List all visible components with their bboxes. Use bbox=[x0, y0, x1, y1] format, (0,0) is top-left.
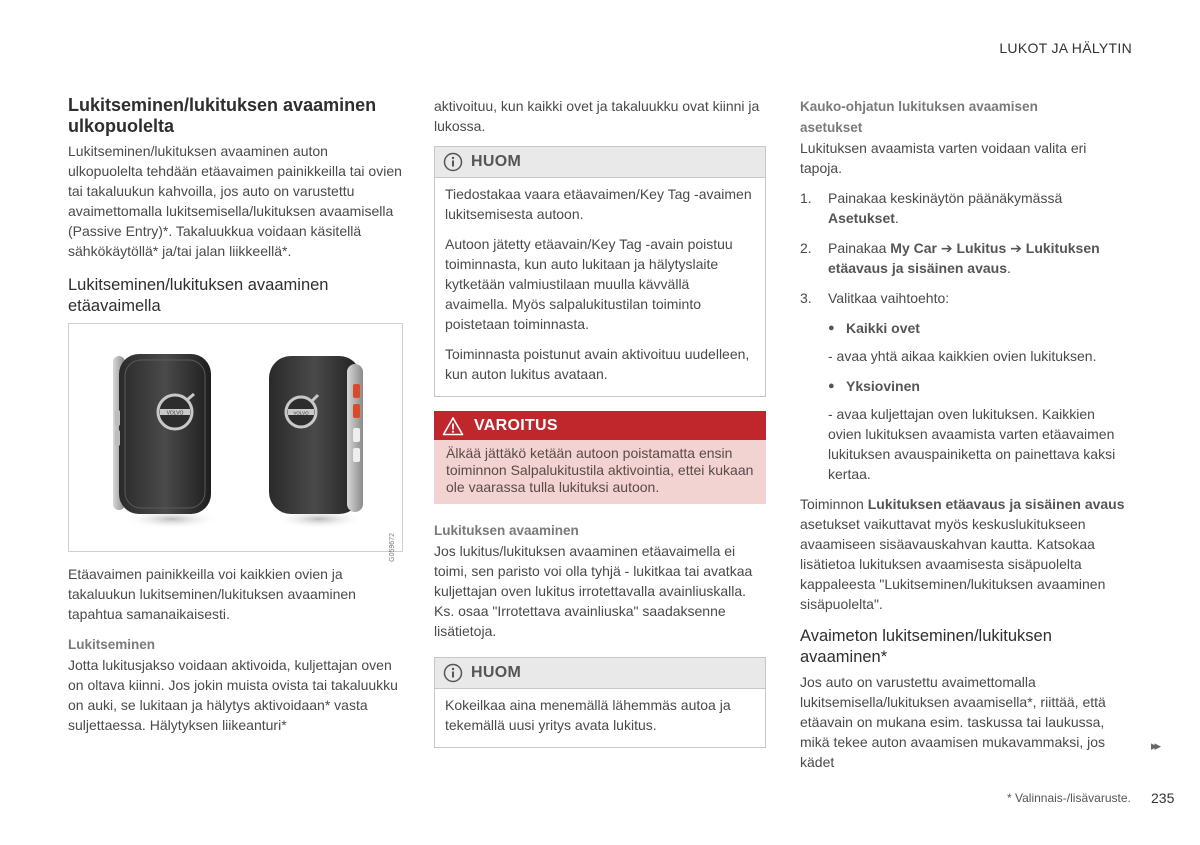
step-text: Valitkaa vaihtoehto: bbox=[828, 290, 950, 306]
remote-key-figure bbox=[68, 323, 403, 562]
column-middle bbox=[434, 96, 766, 762]
section-title: Lukitseminen/lukituksen avaaminen ulkopuolelta bbox=[68, 95, 377, 136]
option-single-door: ● Yksiovinen bbox=[828, 376, 1132, 396]
svg-text:VOLVO: VOLVO bbox=[166, 410, 184, 417]
note-title: HUOM bbox=[471, 153, 522, 170]
warning-header bbox=[434, 411, 766, 440]
info-icon bbox=[443, 663, 463, 683]
remote-key-illustration bbox=[69, 324, 402, 551]
settings-steps bbox=[800, 188, 1132, 308]
note-header bbox=[435, 658, 765, 689]
warning-text: Älkää jättäkö ketään autoon poistamatta ensin toiminnon Salpalukitustila aktivointia, ettei kukaan ole vaarassa tulla lukituksi autoon. bbox=[446, 445, 754, 495]
intro-paragraph: Lukitseminen/lukituksen avaaminen auton ulkopuolelta tehdään etäavaimen painikkeilla tai ovien tai takaluukun kahvoilla, jos auto on varustettu avaimettomalla lukitsemisella/lukituksen avaamisella (Passive Entry)*. Takaluukkua voidaan käsitellä sähkökäytöllä* ja/tai jalan liikkeellä*. bbox=[68, 143, 402, 259]
step-3 bbox=[800, 288, 1132, 308]
settings-intro: Lukituksen avaamista varten voidaan valita eri tapoja. bbox=[800, 140, 1087, 176]
column-right bbox=[800, 96, 1132, 782]
step-text: Painakaa keskinäytön päänäkymässä bbox=[828, 190, 1063, 206]
note-title: HUOM bbox=[471, 664, 522, 681]
locking-heading: Lukitseminen bbox=[68, 637, 156, 652]
locking-paragraph: Jotta lukitusjakso voidaan aktivoida, kuljettajan oven on oltava kiinni. Jos jokin muista ovista tai takaluukku on auki, se lukitaan ja hälytys aktivoidaan* vasta suljettaessa. Hälytyksen liikeanturi* bbox=[68, 657, 398, 733]
info-icon bbox=[443, 152, 463, 172]
warning-title: VAROITUS bbox=[474, 416, 558, 434]
continue-arrows-icon: ▸▸ bbox=[1151, 738, 1159, 753]
function-name: Lukituksen etäavaus ja sisäinen avaus bbox=[867, 496, 1125, 512]
keyless-paragraph: Jos auto on varustettu avaimettomalla lukitsemisella/lukituksen avaamisella*, riittää, että etäavain on mukana esim. taskussa tai laukussa, mikä tekee auton avaamisen mukavammaksi, jos kädet bbox=[800, 674, 1106, 770]
step-1: 1. Painakaa keskinäytön päänäkymässä Asetukset. bbox=[800, 190, 1063, 226]
menu-label: Asetukset bbox=[828, 210, 895, 226]
remote-unlock-settings-heading: Kauko-ohjatun lukituksen avaamisen asetukset bbox=[800, 99, 1038, 135]
running-header: LUKOT JA HÄLYTIN bbox=[999, 40, 1132, 56]
keyless-title: Avaimeton lukitseminen/lukituksen avaaminen* bbox=[800, 627, 1052, 666]
step-number: 2. bbox=[800, 240, 812, 256]
figure-code: G059672 bbox=[389, 533, 396, 562]
option-all-doors-description: - avaa yhtä aikaa kaikkien ovien lukituksen. bbox=[828, 348, 1097, 364]
remote-key-front bbox=[113, 354, 211, 514]
footnote: * Valinnais-/lisävaruste. bbox=[1007, 791, 1131, 805]
step-2: 2. Painakaa My Car ➔ Lukitus ➔ Lukituksen etäavaus ja sisäinen avaus. bbox=[800, 240, 1100, 276]
svg-text:VOLVO: VOLVO bbox=[293, 410, 309, 416]
menu-path: My Car ➔ Lukitus ➔ Lukituksen etäavaus ja sisäinen avaus bbox=[828, 240, 1100, 276]
note-paragraph: Autoon jätetty etäavain/Key Tag -avain poistuu toiminnasta, kun auto lukitaan ja hälytyslaite kytketään valmiustilaan muulla kävvällä avaimella. Myös salpalukitustilan toiminto poistetaan toiminnasta. bbox=[445, 236, 733, 332]
warning-triangle-icon bbox=[442, 416, 464, 436]
unlock-paragraph: Jos lukitus/lukituksen avaaminen etäavaimella ei toimi, sen paristo voi olla tyhjä - lukitkaa tai avatkaa kuljettajan oven lukitus irrotettavalla avainliuskalla. Ks. osaa "Irrotettava avainliuska" saadaksenne lisätietoja. bbox=[434, 543, 753, 639]
figure-caption-text: Etäavaimen painikkeilla voi kaikkien ovien ja takaluukun lukitseminen/lukituksen avaaminen tapahtua samanaikaisesti. bbox=[68, 566, 356, 622]
step-number: 3. bbox=[800, 290, 812, 306]
page-number: 235 bbox=[1151, 790, 1175, 806]
unlock-heading: Lukituksen avaaminen bbox=[434, 523, 579, 538]
step-text: Painakaa bbox=[828, 240, 887, 256]
note-box-1 bbox=[434, 146, 766, 397]
step-number: 1. bbox=[800, 190, 812, 206]
subsection-title: Lukitseminen/lukituksen avaaminen etäavaimella bbox=[68, 276, 329, 315]
note-paragraph: Kokeilkaa aina menemällä lähemmäs autoa ja tekemällä uusi yritys avata lukitus. bbox=[445, 697, 731, 733]
function-text-post: asetukset vaikuttavat myös keskuslukitukseen avaamiseen sisäavauskahvan kautta. Katsokaa lisätietoa lukituksen avaamisesta sisäpuolelta kappaleesta "Lukitseminen/lukituksen avaaminen sisäpuolelta". bbox=[800, 516, 1106, 612]
option-single-door-description: - avaa kuljettajan oven lukituksen. Kaikkien ovien lukituksen avaamista varten etäavaimen lukituksen avauspainiketta on painettava kaksi kertaa. bbox=[828, 406, 1116, 482]
option-all-doors: ● Kaikki ovet bbox=[828, 318, 1132, 338]
remote-key-side bbox=[269, 356, 363, 514]
column-left bbox=[68, 95, 403, 745]
warning-box bbox=[434, 411, 766, 504]
note-box-2 bbox=[434, 657, 766, 748]
note-header bbox=[435, 147, 765, 178]
note-paragraph: Tiedostakaa vaara etäavaimen/Key Tag -avaimen lukitsemisesta autoon. bbox=[445, 186, 752, 222]
continuation-paragraph: aktivoituu, kun kaikki ovet ja takaluukku ovat kiinni ja lukossa. bbox=[434, 98, 760, 134]
function-paragraph bbox=[800, 494, 1132, 614]
function-text-pre: Toiminnon bbox=[800, 496, 864, 512]
note-paragraph: Toiminnasta poistunut avain aktivoituu uudelleen, kun auton lukitus avataan. bbox=[445, 346, 750, 382]
